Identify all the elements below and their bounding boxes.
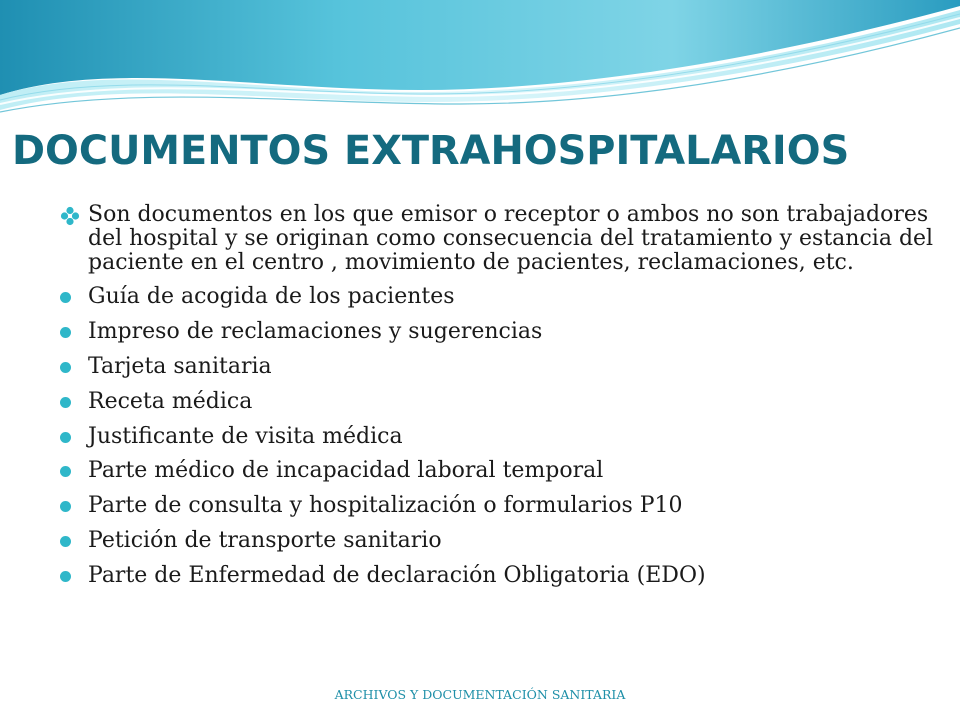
dot-icon [60, 501, 71, 512]
dot-icon [60, 292, 71, 303]
dot-icon [60, 362, 71, 373]
list-item-text: Impreso de reclamaciones y sugerencias [88, 318, 543, 344]
list-item [56, 563, 936, 589]
list-item [56, 458, 936, 484]
dot-icon [60, 571, 71, 582]
dot-icon [60, 397, 71, 408]
list-item-text: Justificante de visita médica [88, 423, 403, 449]
list-item-text: Parte médico de incapacidad laboral temporal [88, 458, 604, 484]
list-item-text: Petición de transporte sanitario [88, 528, 442, 554]
dot-icon [60, 536, 71, 547]
dot-icon [60, 327, 71, 338]
diamond-icon [60, 206, 80, 226]
intro-text: Son documentos en los que emisor o receptor o ambos no son trabajadores del hospital y se originan como consecuencia del tratamiento y estancia del paciente en el centro , movimiento de pacientes, reclamaciones, etc. [88, 202, 934, 275]
list-item-text: Guía de acogida de los pacientes [88, 284, 455, 309]
list-item-text: Parte de Enfermedad de declaración Obligatoria (EDO) [88, 563, 706, 589]
list-item [56, 284, 936, 310]
list-item-text: Tarjeta sanitaria [88, 353, 272, 379]
page-title: DOCUMENTOS EXTRAHOSPITALARIOS [12, 128, 850, 174]
list-item [56, 424, 936, 450]
list-item [56, 354, 936, 380]
footer-text: ARCHIVOS Y DOCUMENTACIÓN SANITARIA [334, 687, 626, 702]
dot-icon [60, 466, 71, 477]
list-item-text: Parte de consulta y hospitalización o formularios P10 [88, 493, 683, 519]
list-item [56, 389, 936, 415]
bullet-list [56, 203, 936, 598]
list-item [56, 528, 936, 554]
wave-header-decoration [0, 0, 960, 120]
list-item [56, 493, 936, 519]
list-item-text: Receta médica [88, 388, 253, 414]
list-item-intro [56, 203, 936, 275]
dot-icon [60, 432, 71, 443]
list-item [56, 319, 936, 345]
